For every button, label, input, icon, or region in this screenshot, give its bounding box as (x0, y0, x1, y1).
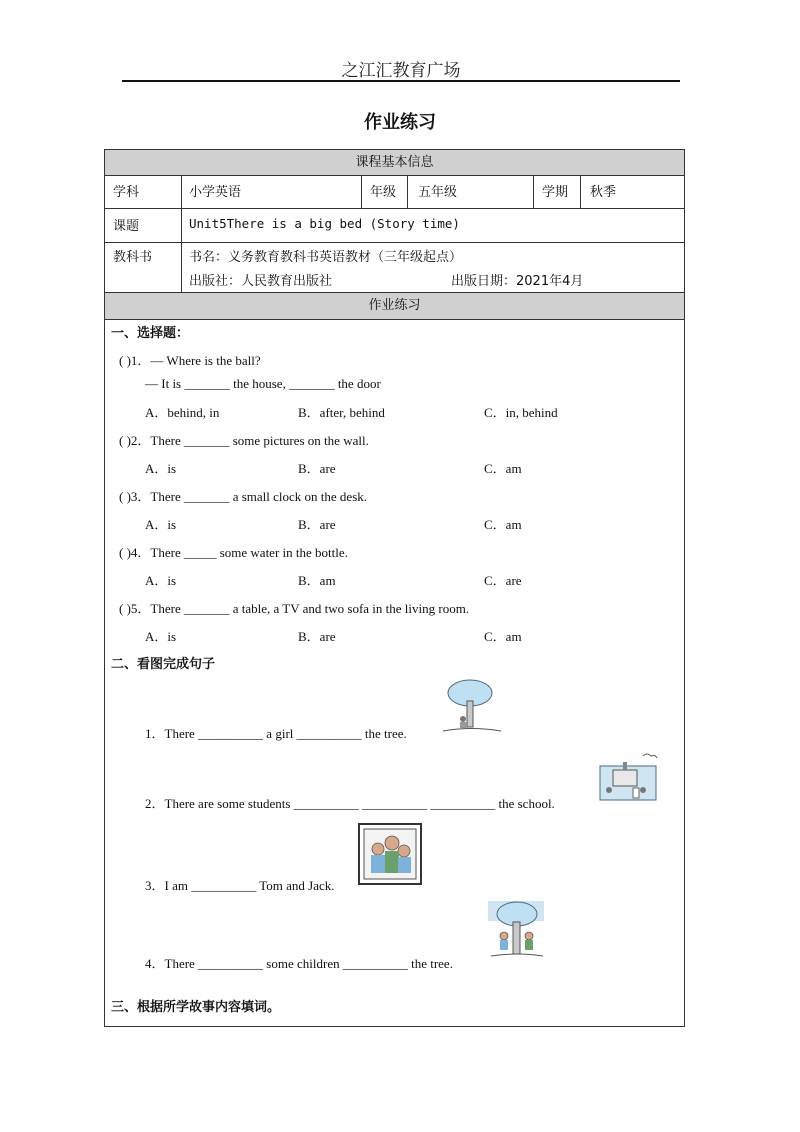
term-label: 学期 (542, 185, 569, 200)
q3-option-a: A．is (145, 517, 177, 532)
subject-label: 学科 (113, 185, 140, 200)
section-2-title: 二、看图完成句子 (111, 657, 216, 672)
worksheet-table (104, 149, 685, 1027)
section-3-title: 三、根据所学故事内容填词。 (111, 1000, 281, 1015)
publisher: 出版社：人民教育出版社 (189, 274, 333, 289)
q1-option-b: B．after, behind (298, 405, 385, 420)
picture-sentence-2: 2．There are some students __________ __________ __________ the school. (145, 796, 555, 811)
textbook-label: 教科书 (113, 250, 153, 265)
course-info-band: 课程基本信息 (105, 150, 684, 175)
q5-option-c: C．am (484, 629, 522, 644)
q3-option-c: C．am (484, 517, 522, 532)
picture-sentence-4: 4．There __________ some children __________ the tree. (145, 956, 453, 971)
q3-stem: ( )3．There _______ a small clock on the desk. (119, 489, 368, 504)
q1-stem-line2: — It is _______ the house, _______ the door (145, 376, 381, 391)
photo-frame-picture (358, 823, 422, 885)
term-value: 秋季 (590, 185, 617, 200)
children-tree-picture (487, 900, 545, 962)
q5-stem: ( )5．There _______ a table, a TV and two sofa in the living room. (119, 601, 470, 616)
q1-option-a: A．behind, in (145, 405, 220, 420)
q2-option-c: C．am (484, 461, 522, 476)
picture-sentence-1: 1．There __________ a girl __________ the tree. (145, 726, 407, 741)
site-header: 之江汇教育广场 (122, 56, 680, 82)
q1-stem: ( )1．— Where is the ball? (119, 353, 261, 368)
topic-label: 课题 (113, 219, 140, 234)
tree-girl-picture (441, 679, 503, 736)
q3-option-b: B．are (298, 517, 336, 532)
topic-value: Unit5There is a big bed (Story time) (189, 216, 460, 231)
q2-stem: ( )2．There _______ some pictures on the wall. (119, 433, 369, 448)
document-title: 作业练习 (364, 112, 436, 133)
grade-value: 五年级 (418, 185, 458, 200)
section-1-title: 一、选择题： (111, 326, 190, 341)
q4-option-c: C．are (484, 573, 522, 588)
q5-option-a: A．is (145, 629, 177, 644)
picture-sentence-3: 3．I am __________ Tom and Jack. (145, 878, 335, 893)
q4-option-a: A．is (145, 573, 177, 588)
exercise-band: 作业练习 (105, 293, 684, 319)
book-name: 书名：义务教育教科书英语教材（三年级起点） (189, 250, 463, 265)
grade-label: 年级 (370, 185, 397, 200)
subject-value: 小学英语 (189, 185, 242, 200)
q2-option-b: B．are (298, 461, 336, 476)
q4-stem: ( )4．There _____ some water in the bottle. (119, 545, 348, 560)
q5-option-b: B．are (298, 629, 336, 644)
publish-date: 出版日期：2021年4月 (451, 274, 584, 289)
q2-option-a: A．is (145, 461, 177, 476)
q4-option-b: B．am (298, 573, 336, 588)
q1-option-c: C．in, behind (484, 405, 558, 420)
school-picture (599, 752, 659, 804)
